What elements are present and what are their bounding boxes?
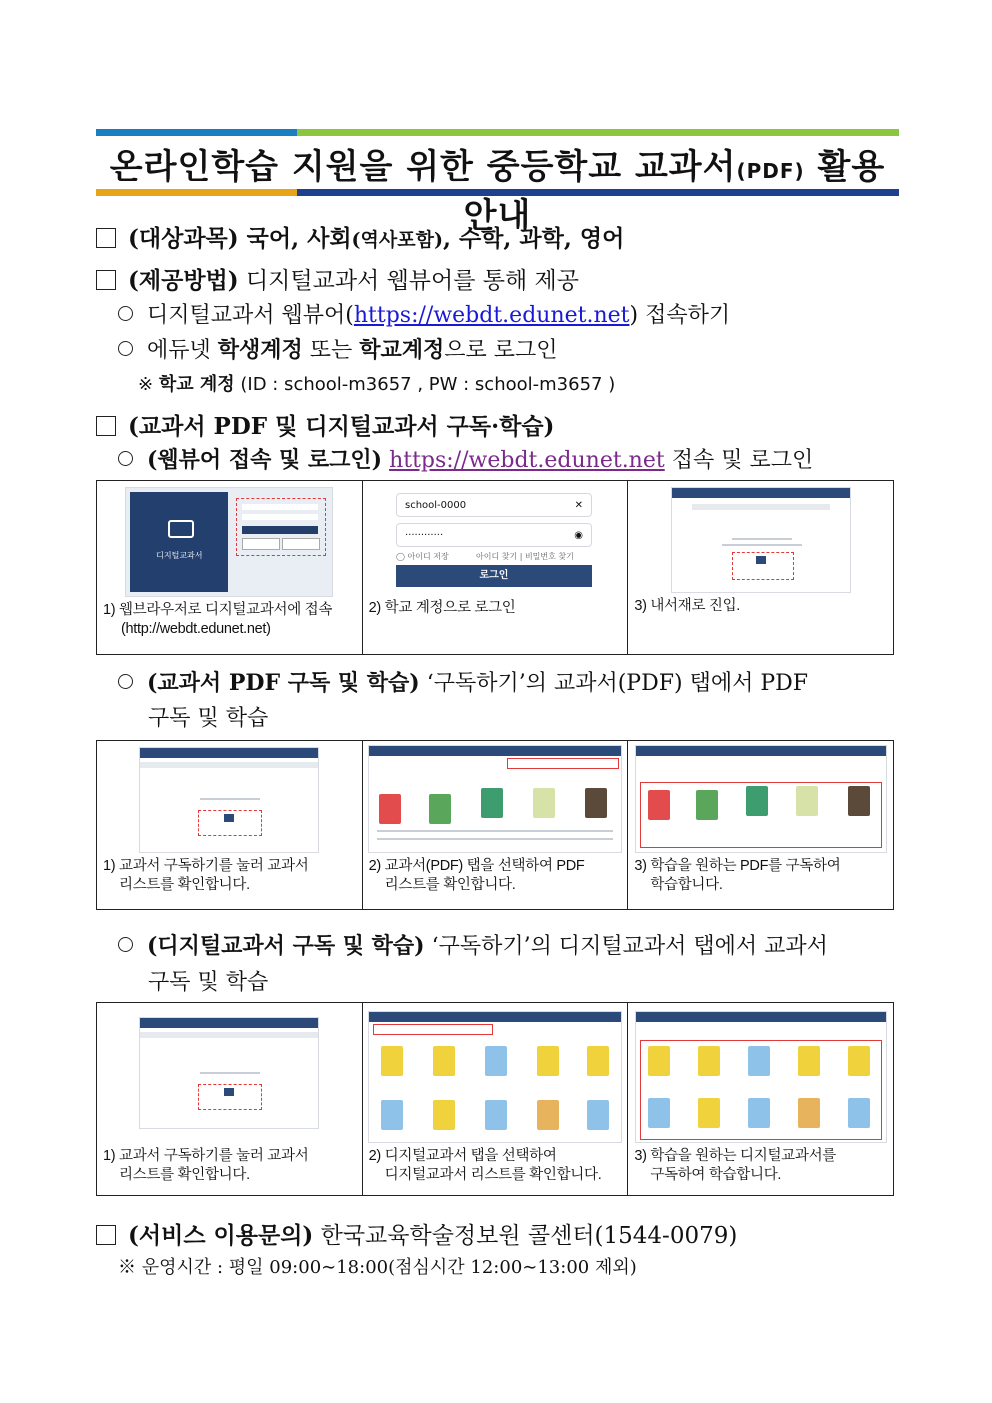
- digital-book-cover[interactable]: [648, 1098, 670, 1128]
- intro-logo-text: 디지털교과서: [156, 551, 203, 560]
- digital-tab-highlight: [373, 1024, 493, 1035]
- screenshot-login: [392, 487, 598, 595]
- pdf-tab-highlight: [507, 758, 619, 769]
- sub-digital-heading: (디지털교과서 구독 및 학습) ‘구독하기’의 디지털교과서 탭에서 교과서: [118, 929, 828, 960]
- app-header: [636, 746, 886, 756]
- pdf-steps-table: [96, 740, 894, 910]
- digital-book-cover[interactable]: [748, 1098, 770, 1128]
- screenshot-digital-subscribe: [635, 1011, 887, 1143]
- step-caption: 1) 웹브라우저로 디지털교과서에 접속 (http://webdt.edunet.net): [103, 602, 333, 637]
- digital-book-cover[interactable]: [485, 1046, 507, 1076]
- eye-icon[interactable]: ◉: [574, 530, 583, 541]
- app-header: [369, 1012, 621, 1022]
- pdf-book-cover[interactable]: [796, 786, 818, 816]
- step-caption: 2) 학교 계정으로 로그인: [368, 600, 516, 616]
- digital-book-cover[interactable]: [587, 1046, 609, 1076]
- school-account-note: ※ 학교 계정 (ID : school-m3657 , PW : school-m3657 ): [138, 374, 616, 395]
- checkbox-icon: [96, 416, 116, 436]
- method-item-viewer: 디지털교과서 웹뷰어(https://webdt.edunet.net) 접속하기: [118, 298, 730, 329]
- section-subjects: (대상과목) 국어, 사회(역사포함), 수학, 과학, 영어: [96, 220, 624, 253]
- pw-field[interactable]: [242, 514, 318, 520]
- title-banner: [96, 129, 899, 236]
- pdf-book-cover[interactable]: [696, 790, 718, 820]
- book-info-line: [377, 830, 613, 832]
- pdf-book-cover[interactable]: [533, 788, 555, 818]
- subscribe-button[interactable]: [756, 556, 766, 564]
- subscribe-button[interactable]: [224, 814, 234, 822]
- book-logo-icon: [168, 520, 194, 538]
- screenshot-digital-list: [368, 1011, 622, 1143]
- circle-bullet-icon: [118, 451, 133, 466]
- section-inquiry: (서비스 이용문의) 한국교육학술정보원 콜센터(1544-0079): [96, 1217, 737, 1250]
- viewer-link[interactable]: https://webdt.edunet.net: [353, 303, 630, 328]
- circle-bullet-icon: [118, 674, 133, 689]
- id-field[interactable]: [242, 504, 318, 510]
- tab-strip: [140, 1032, 318, 1038]
- sub-digital-heading-cont: 구독 및 학습: [148, 970, 269, 995]
- digital-book-cover[interactable]: [537, 1046, 559, 1076]
- step-cell: [362, 1003, 628, 1196]
- circle-bullet-icon: [118, 341, 133, 356]
- digital-book-cover[interactable]: [485, 1100, 507, 1130]
- step-cell: [628, 1003, 894, 1196]
- empty-text: [200, 1072, 260, 1074]
- empty-text: [722, 544, 802, 546]
- step-caption: 3) 내서재로 진입.: [634, 598, 741, 614]
- clear-icon[interactable]: ✕: [574, 500, 583, 511]
- step-cell: [362, 741, 628, 910]
- step-caption: 2) 교과서(PDF) 탭을 선택하여 PDF 리스트를 확인합니다.: [368, 858, 585, 893]
- digital-steps-table: [96, 1002, 894, 1196]
- screenshot-library: [671, 487, 851, 593]
- digital-book-cover[interactable]: [698, 1098, 720, 1128]
- checkbox-icon: [96, 270, 116, 290]
- login-steps-table: [96, 480, 894, 655]
- digital-book-cover[interactable]: [433, 1100, 455, 1130]
- digital-book-cover[interactable]: [381, 1046, 403, 1076]
- intro-panel: [130, 492, 228, 592]
- app-header: [636, 1012, 886, 1022]
- pdf-book-cover[interactable]: [481, 788, 503, 818]
- operating-hours-note: ※ 운영시간 : 평일 09:00∼18:00(점심시간 12:00∼13:00 제외): [118, 1257, 637, 1278]
- sub-pdf-heading-cont: 구독 및 학습: [148, 706, 269, 731]
- section-method: (제공방법) 디지털교과서 웹뷰어를 통해 제공: [96, 262, 579, 295]
- step-cell: [362, 481, 628, 655]
- app-header: [369, 746, 621, 756]
- digital-book-cover[interactable]: [848, 1046, 870, 1076]
- digital-book-cover[interactable]: [748, 1046, 770, 1076]
- app-header: [140, 748, 318, 758]
- sub-login-heading: (웹뷰어 접속 및 로그인) https://webdt.edunet.net 접속 및 로그인: [118, 443, 813, 474]
- digital-book-cover[interactable]: [798, 1046, 820, 1076]
- digital-book-cover[interactable]: [848, 1098, 870, 1128]
- step-cell: [97, 741, 363, 910]
- digital-book-cover[interactable]: [587, 1100, 609, 1130]
- digital-book-cover[interactable]: [698, 1046, 720, 1076]
- login-button[interactable]: [242, 526, 318, 534]
- digital-book-cover[interactable]: [648, 1046, 670, 1076]
- step-caption: 1) 교과서 구독하기를 눌러 교과서 리스트를 확인합니다.: [103, 1148, 309, 1183]
- student-login-button[interactable]: [282, 538, 320, 550]
- screenshot-pdf-list: [368, 745, 622, 853]
- digital-book-cover[interactable]: [381, 1100, 403, 1130]
- step-cell: [97, 481, 363, 655]
- school-login-button[interactable]: [242, 538, 280, 550]
- login-id-input[interactable]: school-0000 ✕: [396, 493, 592, 517]
- digital-book-cover[interactable]: [537, 1100, 559, 1130]
- checkbox-icon: [96, 228, 116, 248]
- app-header: [672, 488, 850, 498]
- page-title: 온라인학습 지원을 위한 중등학교 교과서(PDF) 활용 안내: [109, 147, 886, 236]
- screenshot-intro: [125, 487, 333, 597]
- empty-text: [732, 538, 792, 540]
- screenshot-library: [139, 1017, 319, 1129]
- title-bottom-bar: [96, 189, 899, 196]
- pdf-book-cover[interactable]: [648, 790, 670, 820]
- book-info-line: [377, 838, 613, 840]
- section-subscribe: (교과서 PDF 및 디지털교과서 구독·학습): [96, 408, 554, 441]
- tab-strip: [140, 762, 318, 768]
- find-account-links[interactable]: 아이디 찾기 | 비밀번호 찾기: [475, 552, 574, 561]
- sub-pdf-heading: (교과서 PDF 구독 및 학습) ‘구독하기’의 교과서(PDF) 탭에서 PDF: [118, 666, 808, 697]
- circle-bullet-icon: [118, 306, 133, 321]
- step-cell: [628, 741, 894, 910]
- circle-bullet-icon: [118, 937, 133, 952]
- pdf-book-cover[interactable]: [379, 794, 401, 824]
- step-cell: [628, 481, 894, 655]
- login-submit-button[interactable]: 로그인: [396, 565, 592, 587]
- step-caption: 2) 디지털교과서 탭을 선택하여 디지털교과서 리스트를 확인합니다.: [368, 1148, 602, 1183]
- step-caption: 3) 학습을 원하는 디지털교과서를 구독하여 학습합니다.: [634, 1148, 836, 1183]
- step-caption: 3) 학습을 원하는 PDF를 구독하여 학습합니다.: [634, 858, 841, 893]
- digital-book-cover[interactable]: [433, 1046, 455, 1076]
- empty-text: [200, 798, 260, 800]
- save-id-checkbox[interactable]: ◯ 아이디 저장: [395, 552, 449, 561]
- method-item-login: 에듀넷 학생계정 또는 학교계정으로 로그인: [118, 333, 558, 364]
- pdf-book-cover[interactable]: [848, 786, 870, 816]
- webdt-link[interactable]: https://webdt.edunet.net: [389, 448, 665, 473]
- pdf-book-cover[interactable]: [746, 786, 768, 816]
- tab-strip: [692, 504, 830, 510]
- app-header: [140, 1018, 318, 1028]
- step-cell: [97, 1003, 363, 1196]
- subscribe-button[interactable]: [224, 1088, 234, 1096]
- checkbox-icon: [96, 1225, 116, 1245]
- screenshot-pdf-subscribe: [635, 745, 887, 853]
- step-caption: 1) 교과서 구독하기를 눌러 교과서 리스트를 확인합니다.: [103, 858, 309, 893]
- digital-book-cover[interactable]: [798, 1098, 820, 1128]
- title-top-bar: [96, 129, 899, 136]
- login-pw-input[interactable]: ············ ◉: [396, 523, 592, 547]
- pdf-book-cover[interactable]: [429, 794, 451, 824]
- screenshot-library: [139, 747, 319, 853]
- pdf-book-cover[interactable]: [585, 788, 607, 818]
